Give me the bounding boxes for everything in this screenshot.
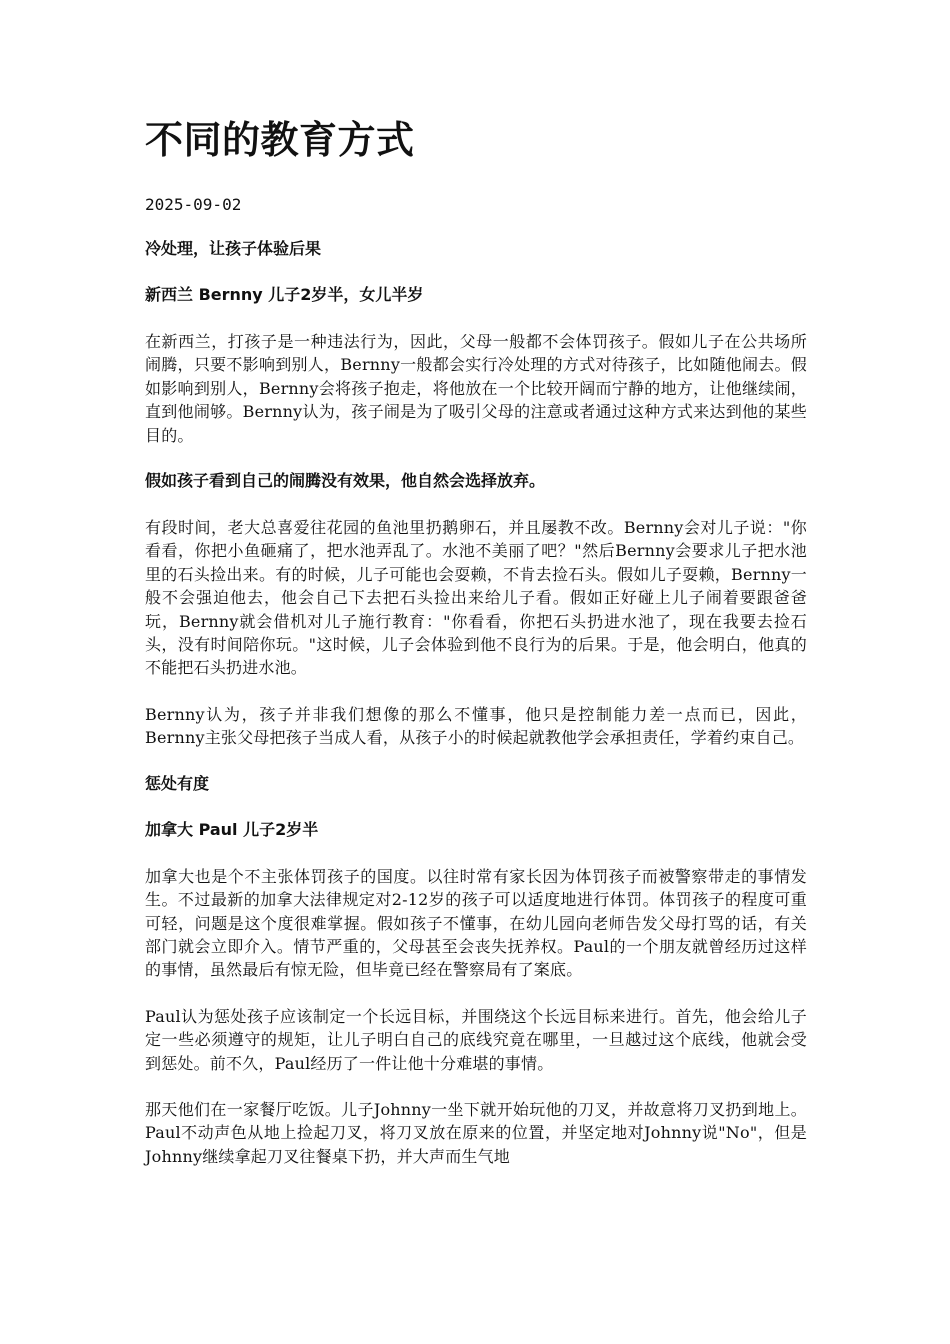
subsection-heading: 加拿大 Paul 儿子2岁半 [145,819,319,839]
paragraph: 在新西兰，打孩子是一种违法行为，因此，父母一般都不会体罚孩子。假如儿子在公共场所闹腾，只要不影响到别人，Bernny一般都会实行冷处理的方式对待孩子，比如随他闹去。假如影响到别人，Bernny会将孩子抱走，将他放在一个比较开阔而宁静的地方，让他继续闹，直到他闹够。Bernny认为，孩子闹是为了吸引父母的注意或者通过这种方式来达到他的某些目的。 [145,332,807,445]
section-heading: 冷处理，让孩子体验后果 [145,239,322,258]
section-heading: 惩处有度 [145,773,210,793]
paragraph: Paul认为惩处孩子应该制定一个长远目标，并围绕这个长远目标来进行。首先，他会给儿子定一些必须遵守的规矩，让儿子明白自己的底线究竟在哪里，一旦越过这个底线，他就会受到惩处。前不久，Paul经历了一件让他十分难堪的事情。 [145,1006,807,1073]
article [145,112,807,1191]
bold-statement: 假如孩子看到自己的闹腾没有效果，他自然会选择放弃。 [145,471,546,491]
paragraph: 那天他们在一家餐厅吃饭。儿子Johnny一坐下就开始玩他的刀叉，并故意将刀叉扔到地上。Paul不动声色从地上捡起刀叉，将刀叉放在原来的位置，并坚定地对Johnny说"No"，但是Johnny继续拿起刀叉往餐桌下扔，并大声而生气地 [145,1099,807,1166]
paragraph: Bernny认为，孩子并非我们想像的那么不懂事，他只是控制能力差一点而已，因此，Bernny主张父母把孩子当成人看，从孩子小的时候起就教他学会承担责任，学着约束自己。 [145,704,807,748]
paragraph: 加拿大也是个不主张体罚孩子的国度。以往时常有家长因为体罚孩子而被警察带走的事情发生。不过最新的加拿大法律规定对2-12岁的孩子可以适度地进行体罚。体罚孩子的程度可重可轻，问题是这个度很难掌握。假如孩子不懂事，在幼儿园向老师告发父母打骂的话，有关部门就会立即介入。情节严重的，父母甚至会丧失抚养权。Paul的一个朋友就曾经历过这样的事情，虽然最后有惊无险，但毕竟已经在警察局有了案底。 [145,866,807,980]
article-title: 不同的教育方式 [145,118,415,162]
subsection-heading: 新西兰 Bernny 儿子2岁半，女儿半岁 [145,285,424,304]
paragraph: 有段时间，老大总喜爱往花园的鱼池里扔鹅卵石，并且屡教不改。Bernny会对儿子说："你看看，你把小鱼砸痛了，把水池弄乱了。水池不美丽了吧？"然后Bernny会要求儿子把水池里的石头捡出来。有的时候，儿子可能也会耍赖，不肯去捡石头。假如儿子耍赖，Bernny一般不会强迫他去，他会自己下去把石头捡出来给儿子看。假如正好碰上儿子闹着要跟爸爸玩，Bernny就会借机对儿子施行教育："你看看，你把石头扔进水池了，现在我要去捡石头，没有时间陪你玩。"这时候，儿子会体验到他不良行为的后果。于是，他会明白，他真的不能把石头扔进水池。 [145,518,807,678]
article-date: 2025-09-02 [145,195,242,214]
